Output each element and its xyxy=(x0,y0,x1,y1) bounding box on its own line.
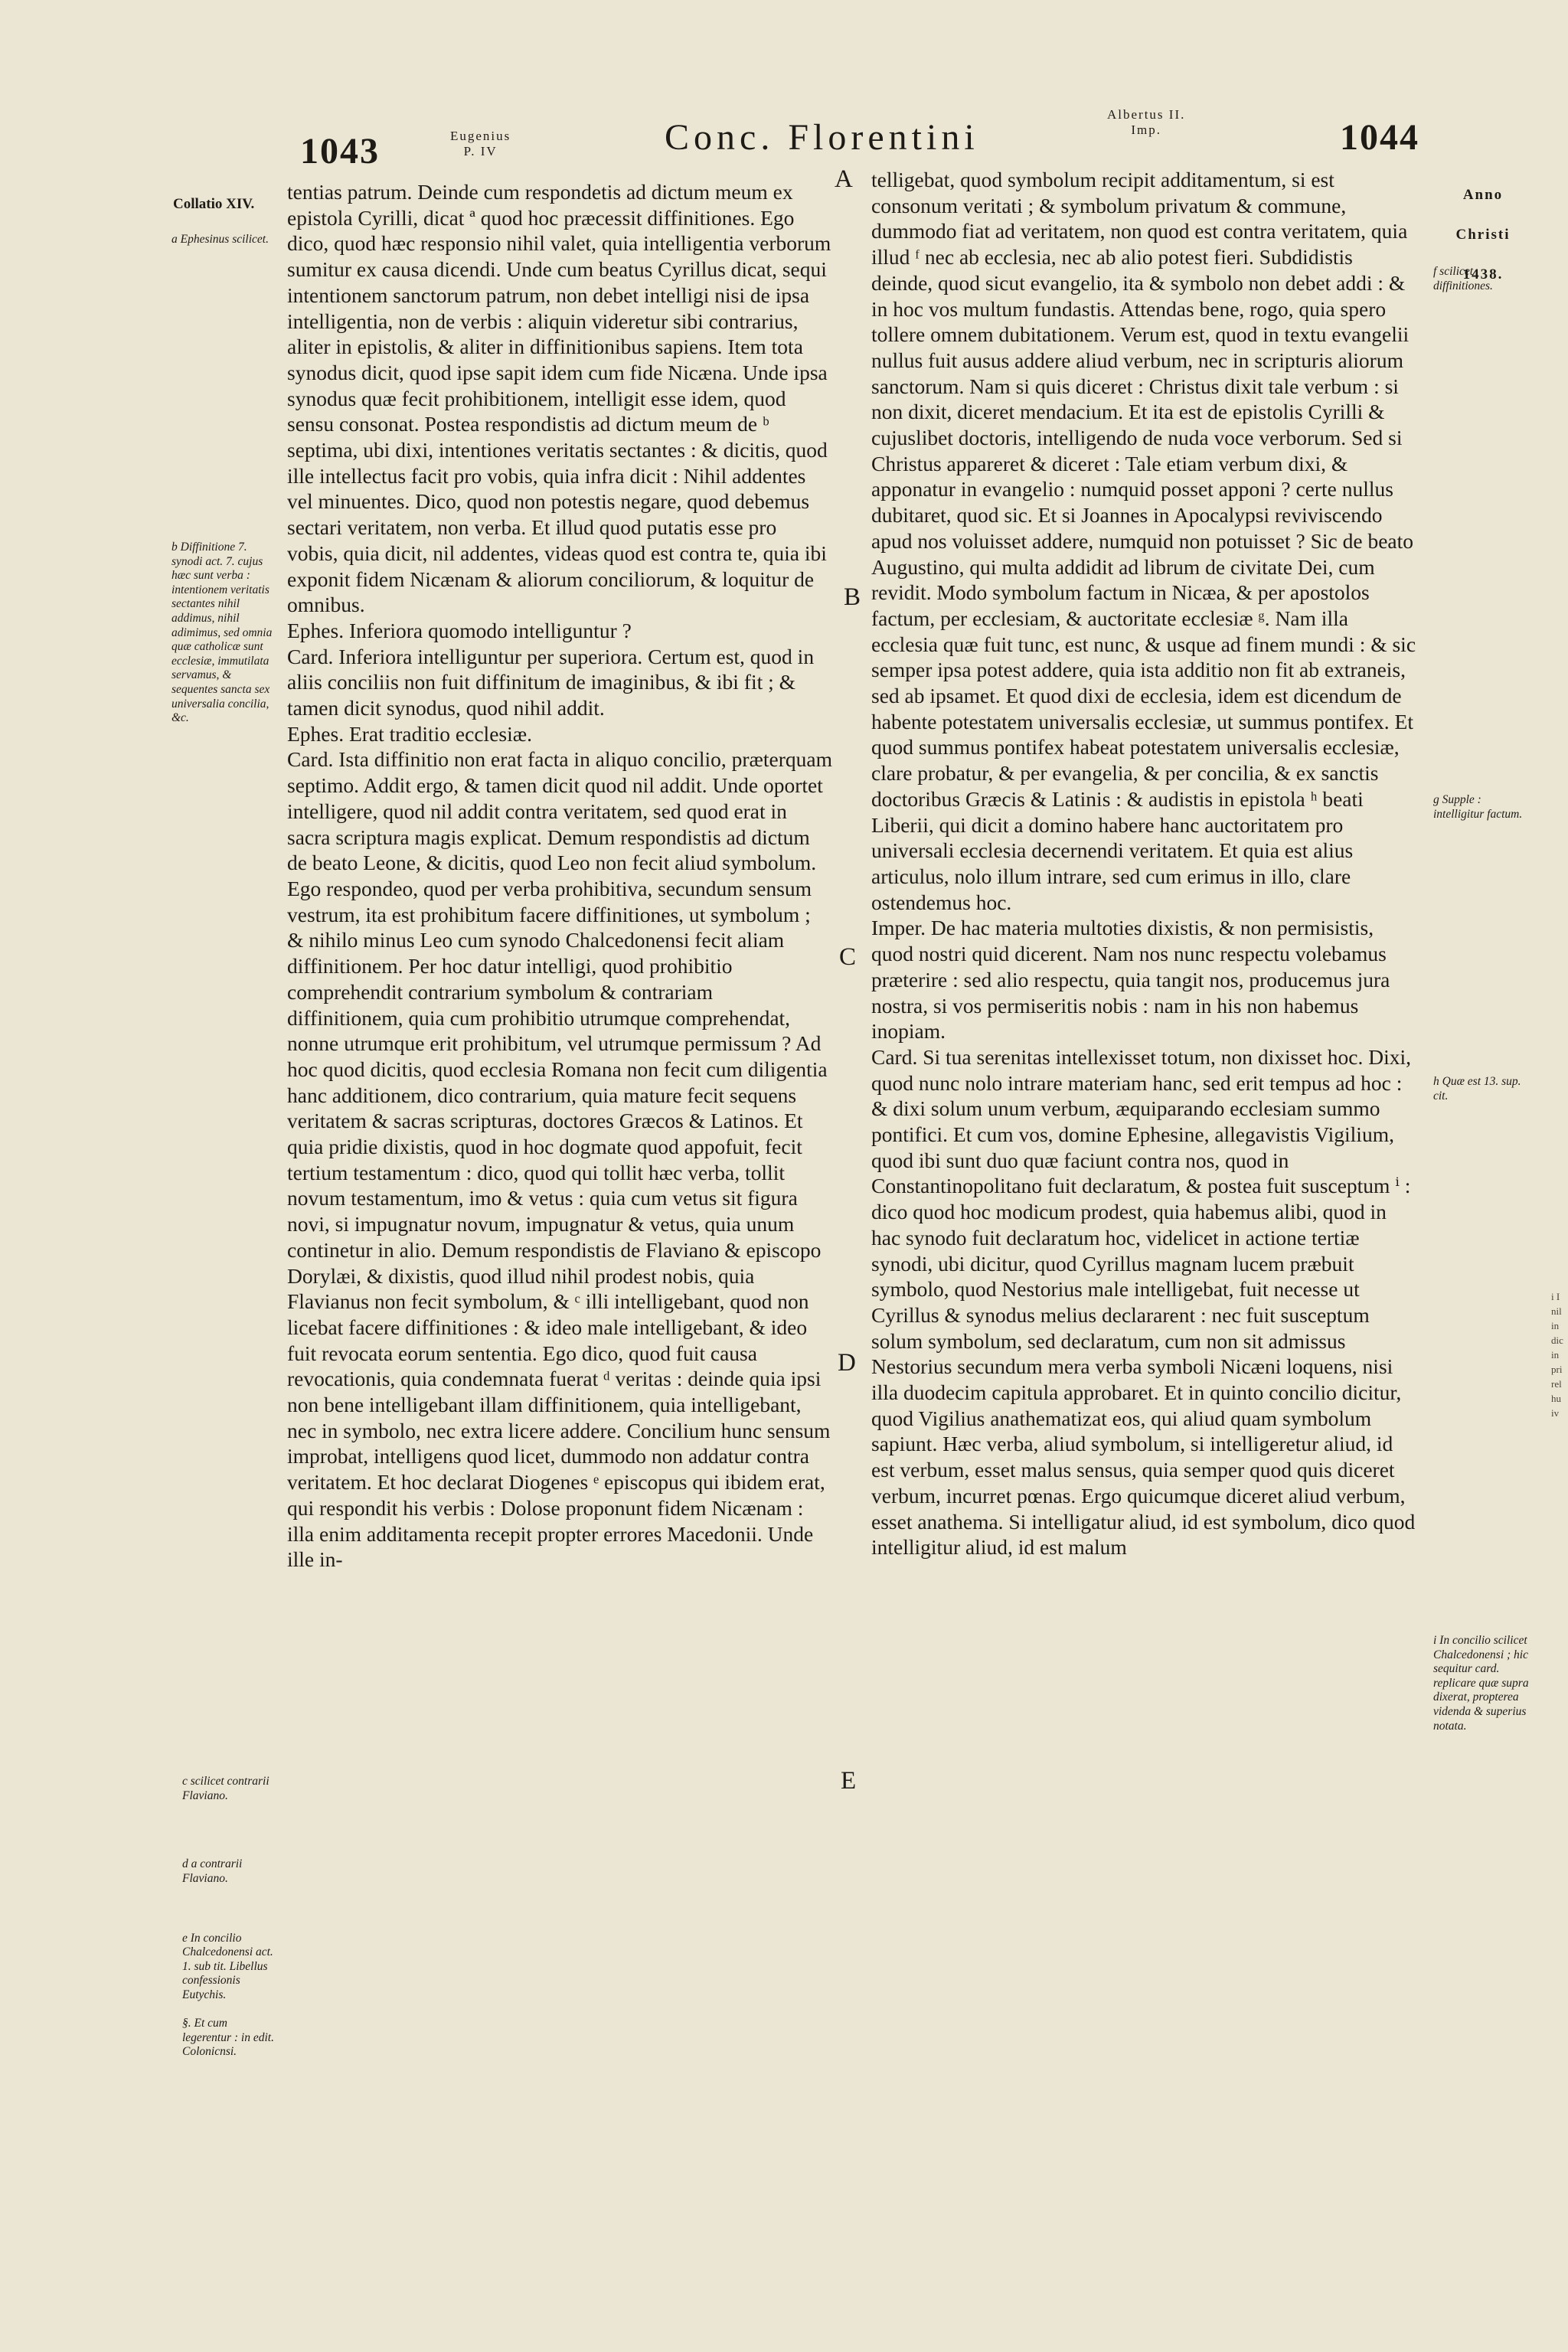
collatio-heading: Collatio XIV. xyxy=(173,196,255,212)
page-number-left: 1043 xyxy=(300,131,380,172)
section-letter-e: E xyxy=(841,1767,857,1795)
running-head-right-line: Imp. xyxy=(1131,122,1161,137)
anno-label: Anno xyxy=(1462,187,1504,203)
paragraph: telligebat, quod symbolum recipit additamentum, si est consonum veritati ; & symbolum privatum & commune, dummodo fiat ad veritatem, non quod est contra veritatem, quia illud ᶠ nec ab ecclesia, nec ab alio potest fieri. Subdidistis deinde, quod sicut evangelio, ita & symbolo non debet addi : & in hoc vos multum fundastis. Attendas bene, rogo, quia spero tollere omnem dubitationem. Verum est, quod in textu evangelii nullus fuit ausus addere aliud verbum, nec in scripturis aliorum sanctorum. Nam si quis diceret : Christus dixit tale verbum : si non dixit, diceret mendacium. Et ita est de epistolis Cyrilli & cujuslibet doctoris, intelligendo de nuda voce verborum. Sed si Christus appareret & diceret : Tale etiam verbum dixi, & apponatur in evangelio : numquid posset apponi ? certe nullus dubitaret, quod sic. Et si Joannes in Apocalypsi reviviscendo apud nos voluisset addere, numquid non potuisset ? Sic de beato Augustino, qui multa addidit ad librum de civitate Dei, cum revidit. Modo symbolum factum in Nicæa, & per apostolos factum, per ecclesiam, & auctoritate ecclesiæ ᵍ. Nam illa ecclesia quæ fuit tunc, est nunc, & usque ad finem mundi : & sic semper ipsa potest addere, quia ista additio non fit ab extraneis, sed ab ipsamet. Et quod dixi de ecclesia, idem est dicendum de habente potestatem universalis ecclesiæ, ut summus pontifex. Et quod summus pontifex habeat potestatem universalis ecclesiæ, clare probatur, & per evangelia, & per concilia, & ex sanctis doctoribus Græcis & Latinis : & audistis in epistola ʰ beati Liberii, qui dicit a domino habere hanc auctoritatem pro universali ecclesia decernendi veritatem. Et quia est alius articulus, nolo illum intrare, sed cum erimus in illo, clare ostendemus hoc. xyxy=(871,168,1416,914)
running-head-left-line: P. IV xyxy=(463,144,498,158)
running-head-left-line: Eugenius xyxy=(450,129,511,143)
running-title: Conc. Florentini xyxy=(665,117,979,158)
margin-note-d: d a contrarii Flaviano. xyxy=(182,1857,243,1885)
margin-note-h: h Quæ est 13. sup. cit. xyxy=(1433,1075,1521,1102)
paragraph: Ephes. Erat traditio ecclesiæ. xyxy=(287,721,532,746)
margin-note-a: a Ephesinus scilicet. xyxy=(172,233,269,246)
margin-note-g: g Supple : intelligitur factum. xyxy=(1433,793,1523,821)
running-head-left xyxy=(450,129,511,159)
margin-note-f: f scilicet diffinitiones. xyxy=(1433,265,1493,292)
edge-fragment-line: dic xyxy=(1551,1334,1563,1346)
edge-fragment-line: hu xyxy=(1551,1393,1561,1404)
paragraph: Ephes. Inferiora quomodo intelliguntur ? xyxy=(287,618,632,642)
edge-fragment-line: iv xyxy=(1551,1407,1560,1419)
right-text-column xyxy=(871,167,1417,1560)
margin-note-e xyxy=(182,1917,278,2074)
section-letter-a: A xyxy=(835,165,853,193)
margin-note-i: i In concilio scilicet Chalcedonensi ; hic sequitur card. replicare quæ supra dixerat, propterea videnda & superius notata. xyxy=(1433,1634,1529,1733)
paragraph: Card. Si tua serenitas intellexisset totum, non dixisset hoc. Dixi, quod nunc nolo intrare materiam hanc, sed erit tempus ad hoc : & dixi solum unum verbum, æquiparando ecclesiam summo pontifici. Et cum vos, domine Ephesine, allegavistis Vigilium, quod ibi sunt duo quæ faciunt contra nos, quod in Constantinopolitano fuit declaratum, & postea fuit susceptum ⁱ : dico quod hoc modicum prodest, quia habemus alibi, quod in hac synodo fuit declaratum hoc, videlicet in actione tertiæ synodi, ubi dicitur, quod Cyrillus magnam lucem præbuit symbolo, quod Nestorius male intelligebat, fuit necesse ut Cyrillus & synodus melius declararent : nec fuit susceptum solum symbolum, sed declaratum, cum non sit admissus Nestorius secundum mera verba symboli Nicæni loquens, nisi illa duodecim capitula approbaret. Et in quinto concilio dicitur, quod Vigilius anathematizat eos, qui aliud quam symbolum sapiunt. Hæc verba, aliud symbolum, si intelligeretur aliud, id est verbum, esset malus sensus, quia semper quod quis diceret verbum, incurret pœnas. Ergo quicumque diceret aliud verbum, esset anathema. Si intelligatur aliud, id est symbolum, dico quod intelligitur aliud, id est malum xyxy=(871,1044,1416,1560)
paragraph: Card. Ista diffinitio non erat facta in aliquo concilio, præterquam septimo. Addit ergo, & tamen dicit quod nil addit. Unde oportet intelligere, quod nil addit contra veritatem, sed quod erat in sacra scriptura magis explicat. Demum respondistis ad dictum de beato Leone, & dicitis, quod Leo non fecit aliud symbolum. Ego respondeo, quod per verba prohibitiva, secundum sensum vestrum, ita est prohibitum facere diffinitiones, ut symbolum ; & nihilo minus Leo cum synodo Chalcedonensi fecit aliam diffinitionem. Per hoc datur intelligi, quod prohibitio comprehendit contrarium symbolum & contrariam diffinitionem, quia cum prohibitio utrumque comprehendat, nonne utrumque erit prohibitum, vel utrumque permissum ? Ad hoc quod dicitis, quod ecclesia Romana non fecit cum diligentia hanc additionem, dico contrarium, quia mature fecit sequens veritatem & sacras scripturas, doctores Græcos & Latinos. Et quia pridie dixistis, quod in hoc dogmate quod appofuit, fecit tertium testamentum : dico, quod qui tollit hæc verba, tollit novum testamentum, imo & vetus : quia cum vetus sit figura novi, si impugnatur novum, impugnatur & vetus, quia unum continetur in alio. Demum respondistis de Flaviano & episcopo Dorylæi, & dixistis, quod illud nihil prodest nobis, quia Flavianus non fecit symbolum, & ᶜ illi intelligebant, quod non licebat facere diffinitiones : & ideo male intelligebant, & ideo fuit revocata eorum sententia. Ego dico, quod fuit causa revocationis, quia condemnata fuerat ᵈ veritas : deinde quia ipsi non bene intelligebant illam diffinitionem, quia intelligebant, nec in symbolo, nec extra licere addere. Concilium hunc sensum improbat, intelligens quod licet, dummodo non addatur contra veritatem. Et hoc declarat Diogenes ᵉ episcopus qui ibidem erat, qui respondit his verbis : Dolose proponunt fidem Nicænam : illa enim additamenta recepit propter errores Macedonii. Unde ille in- xyxy=(287,747,832,1572)
section-letter-d: D xyxy=(838,1349,856,1377)
left-text-column xyxy=(287,179,832,1573)
running-head-right-line: Albertus II. xyxy=(1107,107,1186,122)
christi-label: Christi xyxy=(1455,227,1511,243)
edge-fragment-line: in xyxy=(1551,1349,1560,1361)
section-letter-b: B xyxy=(844,583,861,611)
margin-note-e-text: e In concilio Chalcedonensi act. 1. sub tit. Libellus confessionis Eutychis. xyxy=(182,1931,273,2001)
adjacent-page-edge-fragment xyxy=(1551,1289,1568,1420)
edge-fragment-line: nil xyxy=(1551,1305,1562,1317)
edge-fragment-line: i I xyxy=(1551,1291,1560,1302)
margin-note-c: c scilicet contrarii Flaviano. xyxy=(182,1775,270,1802)
paragraph: Imper. De hac materia multoties dixistis, & non permisistis, quod nostri quid dicerent. Nam nos nunc respectu volebamus præterire : sed alio respectu, quia tangit nos, producemus jura nostra, si vos permiseritis nobis : nam in his non habemus inopiam. xyxy=(871,916,1390,1044)
section-letter-c: C xyxy=(839,943,857,971)
margin-note-e-addendum: §. Et cum legerentur : in edit. Colonicnsi. xyxy=(182,2017,274,2059)
margin-note-b: b Diffinitione 7. synodi act. 7. cujus hæc sunt verba : intentionem veritatis sectantes nihil addimus, nihil adimimus, sed omnia quæ catholicæ sunt ecclesiæ, immutilata servamus, & sequentes sancta sex universalia concilia, &c. xyxy=(172,541,273,725)
paragraph: tentias patrum. Deinde cum respondetis ad dictum meum ex epistola Cyrilli, dicat ª quod hoc præcessit diffinitiones. Ego dico, quod hæc responsio nihil valet, quia intelligentia verborum sumitur ex causa dicendi. Unde cum beatus Cyrillus dicat, sequi intentionem sanctorum patrum, non debet intelligi nisi de ipsa intelligentia, non de verbis : aliquin videretur sibi contrarius, aliter in epistolis, & aliter in diffinitionibus sapiens. Item tota synodus dicit, quod ipse sapit idem cum fide Nicæna. Unde ipsa synodus quæ fecit prohibitionem, intelligit esse idem, quod sensu consonat. Postea respondistis ad dictum meum de ᵇ septima, ubi dixi, intentiones veritatis sectantes : & dicitis, quod ille intellectus facit pro vobis, quia infra dicit : Nihil addentes vel minuentes. Dico, quod non potestis negare, quod debemus sectari veritatem, non verba. Et illud quod putatis esse pro vobis, quia dicit, nil addentes, videas quod est contra te, quia ibi exponit fidem Nicænam & aliorum conciliorum, & loquitur de omnibus. xyxy=(287,180,831,617)
page-number-right: 1044 xyxy=(1340,117,1419,158)
running-head-right xyxy=(1107,107,1185,138)
year-label: 1438. xyxy=(1462,266,1504,283)
edge-fragment-line: in xyxy=(1551,1320,1560,1331)
edge-fragment-line: rel xyxy=(1551,1378,1562,1390)
edge-fragment-line: pri xyxy=(1551,1364,1563,1375)
paragraph: Card. Inferiora intelliguntur per superiora. Certum est, quod in aliis conciliis non fuit diffinitum de imaginibus, & ibi fit ; & tamen dicit synodus, quod nihil addit. xyxy=(287,644,815,720)
